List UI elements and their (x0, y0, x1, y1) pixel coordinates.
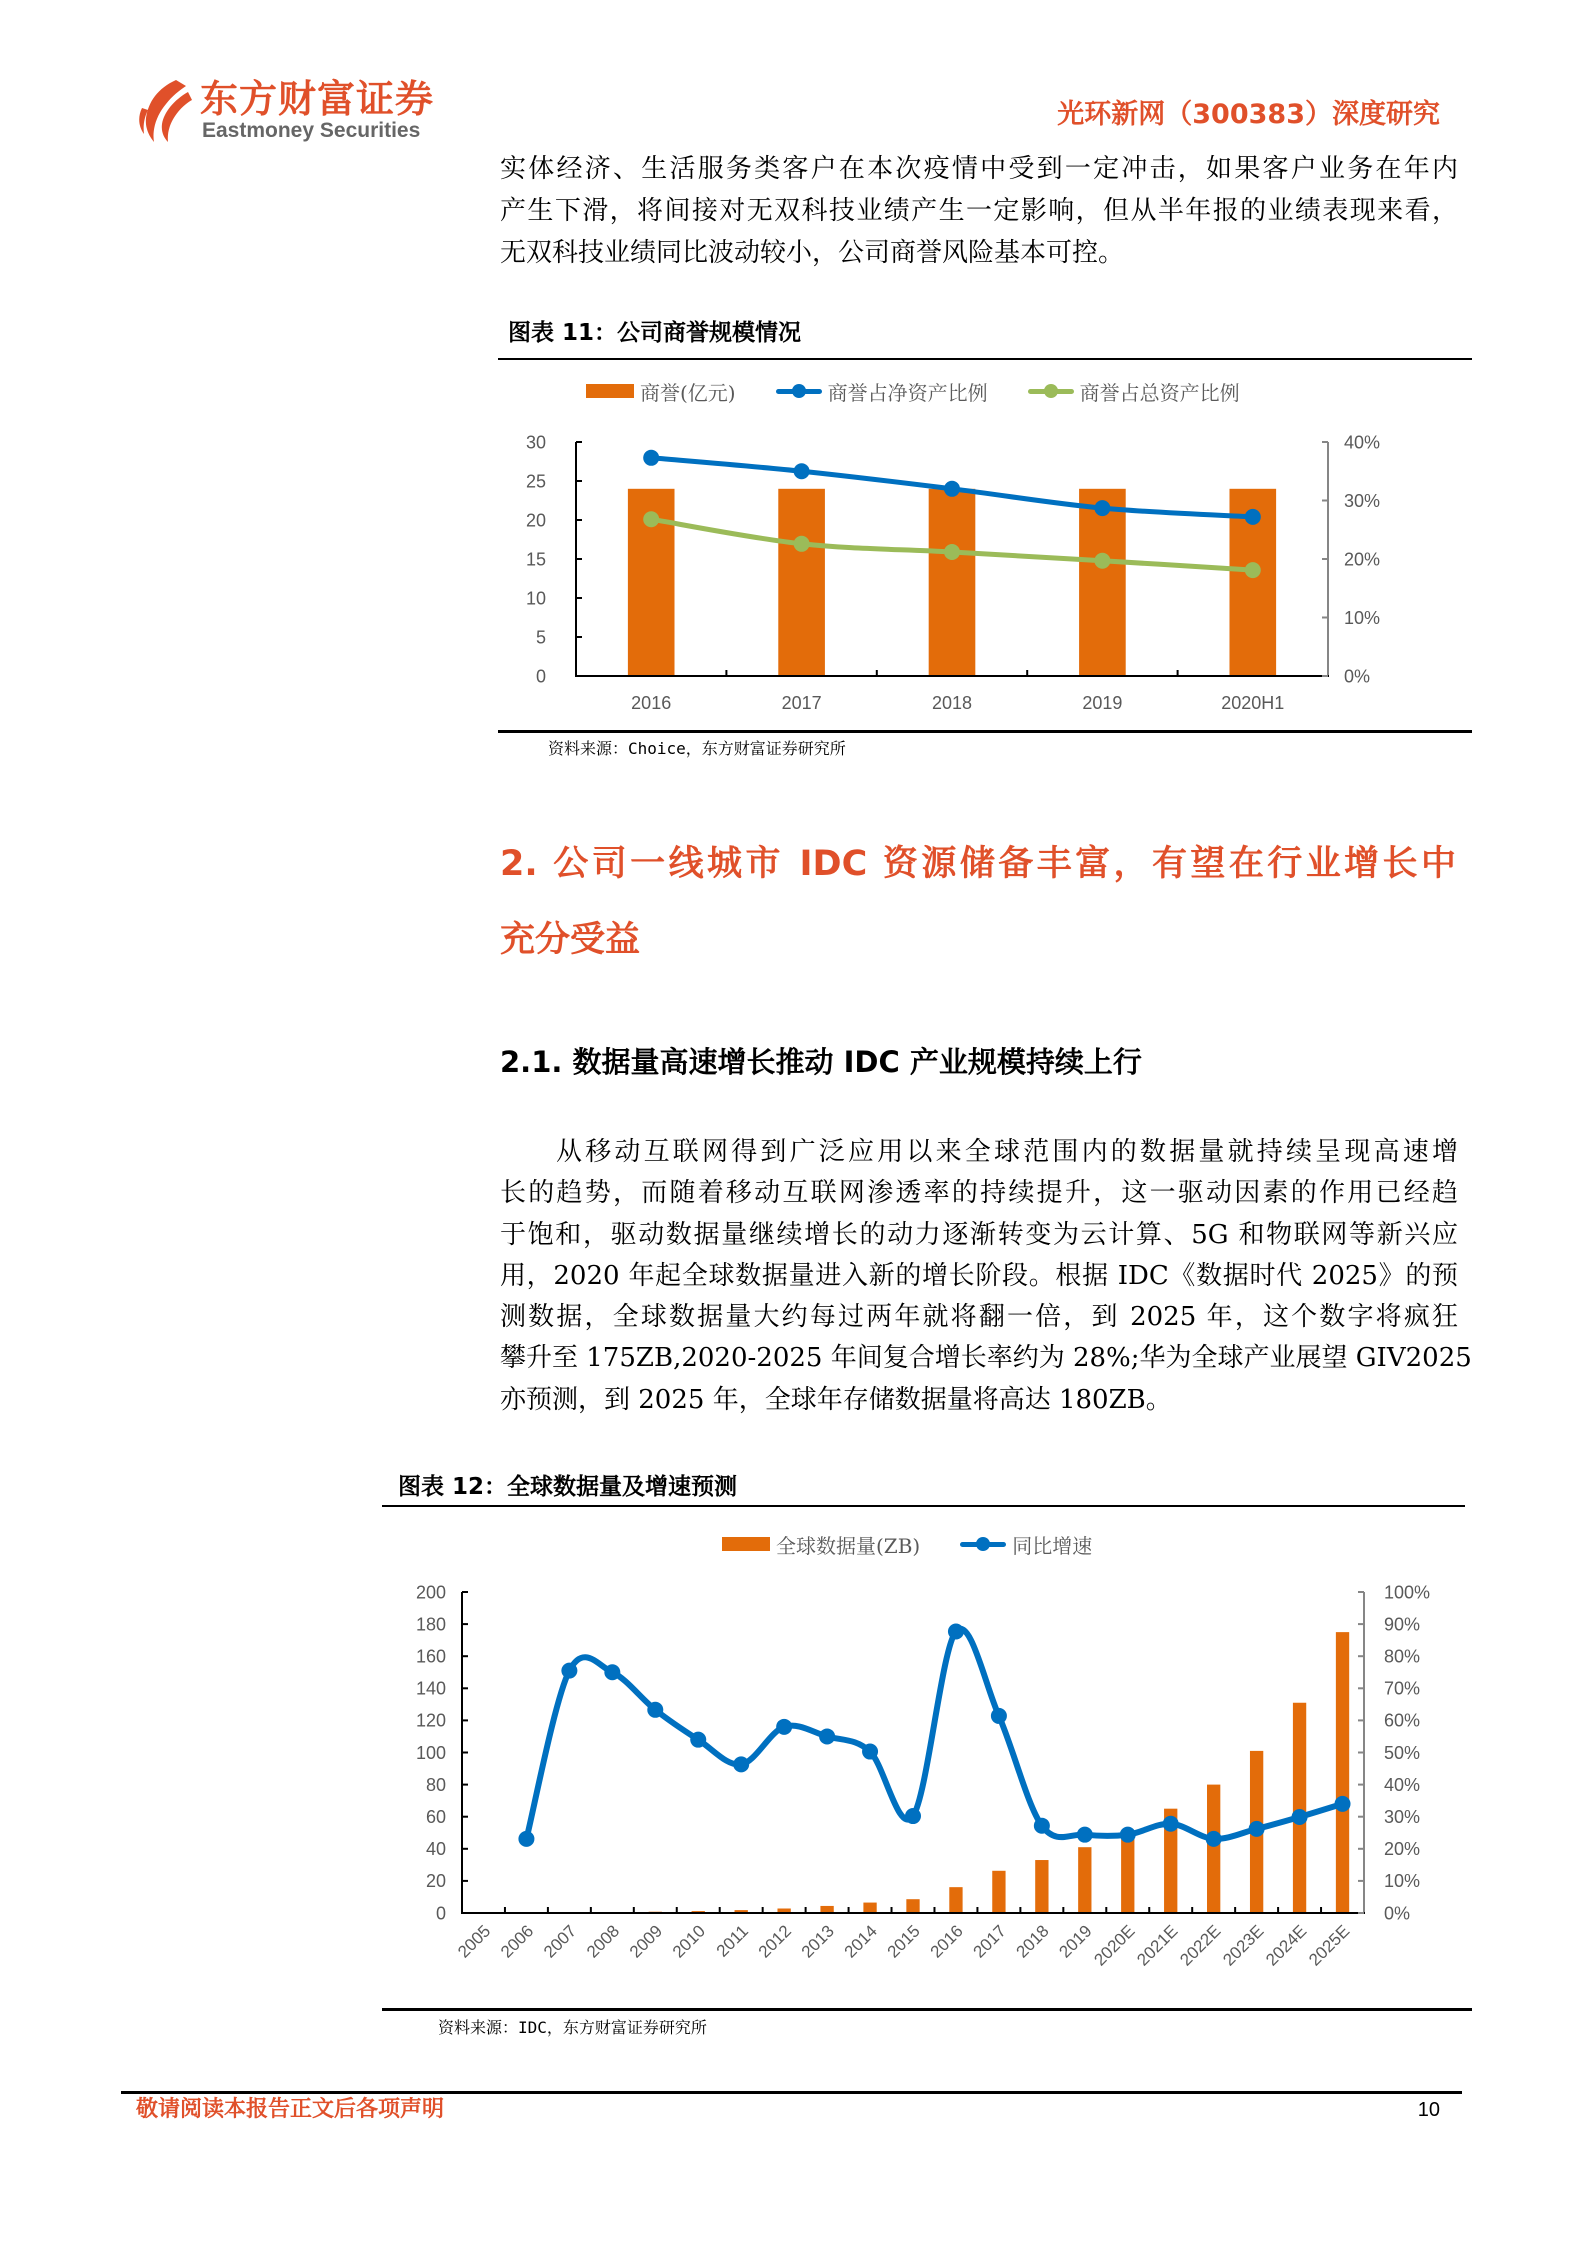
page-number: 10 (1417, 2099, 1440, 2121)
logo-text-cn: 东方财富证券 (200, 77, 435, 121)
data-point-marker (776, 1719, 792, 1735)
data-point-marker (1292, 1809, 1308, 1825)
bar (1079, 489, 1126, 676)
x-tick-label: 2022E (1176, 1921, 1225, 1970)
y-right-tick-label: 90% (1384, 1614, 1421, 1635)
y-right-tick-label: 70% (1384, 1678, 1421, 1699)
y-right-tick-label: 40% (1344, 432, 1381, 453)
y-left-tick-label: 60 (425, 1807, 446, 1827)
figure-11-bottom-rule (498, 730, 1472, 733)
paragraph-line: 无双科技业绩同比波动较小，公司商誉风险基本可控。 (500, 238, 1125, 268)
bar (1121, 1833, 1134, 1913)
legend-label: 全球数据量(ZB) (776, 1533, 921, 1558)
line-marker-swatch-icon (776, 384, 822, 398)
bar (949, 1887, 962, 1913)
figure-11-chart (480, 420, 1480, 730)
legend-label: 商誉占总资产比例 (1079, 380, 1240, 405)
data-point-marker (948, 1623, 964, 1639)
data-point-marker (1120, 1827, 1136, 1843)
x-tick-label: 2020E (1090, 1921, 1139, 1970)
x-tick-label: 2023E (1219, 1921, 1268, 1970)
bar (906, 1899, 919, 1913)
x-tick-label: 2019 (1082, 693, 1123, 713)
section-2-1-heading: 2.1. 数据量高速增长推动 IDC 产业规模持续上行 (500, 1045, 1142, 1079)
y-left-tick-label: 180 (415, 1614, 446, 1635)
x-tick-label: 2005 (454, 1921, 495, 1962)
y-right-tick-label: 100% (1384, 1582, 1431, 1603)
paragraph-line: 长的趋势，而随着移动互联网渗透率的持续提升，这一驱动因素的作用已经趋 (500, 1178, 1458, 1209)
y-left-tick-label: 200 (415, 1582, 446, 1603)
figure-11-legend (586, 376, 1240, 406)
paragraph-line: 测数据，全球数据量大约每过两年就将翻一倍，到 2025 年，这个数字将疯狂 (500, 1302, 1458, 1333)
paragraph-line: 从移动互联网得到广泛应用以来全球范围内的数据量就持续呈现高速增 (556, 1137, 1458, 1167)
y-right-tick-label: 50% (1384, 1742, 1421, 1763)
data-point-marker (643, 450, 659, 466)
x-tick-label: 2009 (625, 1921, 667, 1962)
y-right-tick-label: 10% (1384, 1871, 1421, 1892)
y-right-tick-label: 10% (1344, 607, 1381, 628)
paragraph-line: 产生下滑，将间接对无双科技业绩产生一定影响，但从半年报的业绩表现来看， (500, 196, 1458, 226)
bar (863, 1903, 876, 1913)
report-title: 光环新网（300383）深度研究 (1057, 99, 1440, 130)
bar (992, 1871, 1005, 1913)
y-left-tick-label: 15 (525, 549, 546, 570)
figure-12-source: 资料来源：IDC，东方财富证券研究所 (438, 2018, 707, 2037)
x-tick-label: 2017 (969, 1921, 1010, 1962)
y-left-tick-label: 20 (525, 510, 546, 531)
y-left-tick-label: 25 (525, 471, 546, 492)
x-tick-label: 2024E (1262, 1921, 1311, 1970)
data-point-marker (991, 1708, 1007, 1724)
legend-label: 商誉占净资产比例 (827, 380, 988, 405)
y-right-tick-label: 40% (1384, 1774, 1421, 1795)
x-tick-label: 2018 (931, 693, 973, 713)
paragraph-line: 攀升至 175ZB,2020-2025 年间复合增长率约为 28%;华为全球产业展望 GIV2025 (500, 1343, 1472, 1374)
data-point-marker (1245, 509, 1261, 525)
logo-swoosh-icon (136, 78, 194, 144)
paragraph-line: 于饱和，驱动数据量继续增长的动力逐渐转变为云计算、5G 和物联网等新兴应 (500, 1219, 1458, 1250)
figure-12-title: 图表 12：全球数据量及增速预测 (398, 1474, 738, 1500)
data-point-marker (862, 1744, 878, 1760)
figure-12-bottom-rule (382, 2008, 1472, 2011)
x-tick-label: 2010 (668, 1921, 710, 1962)
figure-11-title: 图表 11：公司商誉规模情况 (508, 320, 802, 346)
data-point-marker (1245, 562, 1261, 578)
data-point-marker (1206, 1831, 1222, 1847)
data-point-marker (1163, 1816, 1179, 1832)
x-tick-label: 2014 (840, 1921, 881, 1962)
y-right-tick-label: 0% (1384, 1903, 1411, 1924)
data-point-marker (518, 1831, 534, 1847)
x-tick-label: 2015 (883, 1921, 924, 1962)
y-right-tick-label: 30% (1384, 1807, 1421, 1827)
x-tick-label: 2019 (1055, 1921, 1096, 1962)
bar (1035, 1860, 1048, 1913)
y-right-tick-label: 80% (1384, 1646, 1421, 1667)
bar (1207, 1785, 1220, 1913)
data-point-marker (647, 1702, 663, 1718)
figure-11-top-rule (498, 358, 1472, 360)
figure-11-source: 资料来源：Choice，东方财富证券研究所 (548, 739, 846, 758)
y-left-tick-label: 40 (425, 1839, 446, 1860)
legend-item-goodwill (586, 377, 736, 406)
figure-12-chart (380, 1570, 1480, 2000)
paragraph-line: 实体经济、生活服务类客户在本次疫情中受到一定冲击，如果客户业务在年内 (500, 154, 1458, 184)
bar (778, 489, 825, 676)
x-tick-label: 2006 (497, 1921, 538, 1962)
x-tick-label: 2020H1 (1221, 693, 1285, 713)
y-left-tick-label: 80 (425, 1774, 446, 1795)
bar (1078, 1847, 1091, 1913)
y-left-tick-label: 0 (435, 1903, 446, 1924)
x-tick-label: 2017 (781, 693, 822, 713)
bar (820, 1906, 833, 1913)
y-left-tick-label: 100 (415, 1742, 446, 1763)
x-tick-label: 2016 (926, 1921, 967, 1962)
data-point-marker (1094, 553, 1110, 569)
x-tick-label: 2018 (1012, 1921, 1053, 1962)
y-right-tick-label: 20% (1384, 1839, 1421, 1860)
data-point-marker (733, 1756, 749, 1772)
legend-label: 商誉(亿元) (640, 380, 736, 405)
y-right-tick-label: 20% (1344, 549, 1381, 570)
heading-line: 充分受益 (500, 920, 641, 960)
bar-series (628, 489, 1276, 676)
heading-line: 2. 公司一线城市 IDC 资源储备丰富，有望在行业增长中 (500, 844, 1456, 884)
x-tick-label: 2011 (712, 1921, 753, 1961)
legend-item-yoy-growth (960, 1530, 1092, 1559)
x-tick-label: 2007 (540, 1921, 581, 1962)
legend-item-net-asset-ratio (776, 377, 988, 406)
x-tick-label: 2021E (1133, 1921, 1182, 1970)
data-point-marker (794, 536, 810, 552)
bar (929, 489, 976, 676)
section-2-heading (500, 826, 1456, 978)
line-marker-swatch-icon (1028, 384, 1074, 398)
bar-swatch-icon (586, 384, 634, 398)
data-point-marker (690, 1732, 706, 1748)
logo-text-en: Eastmoney Securities (202, 119, 421, 142)
figure-12-top-rule (382, 1505, 1465, 1507)
data-point-marker (1034, 1818, 1050, 1834)
data-point-marker (944, 544, 960, 560)
x-tick-label: 2013 (797, 1921, 838, 1962)
intro-paragraph (500, 148, 1458, 274)
x-tick-label: 2008 (582, 1921, 624, 1962)
data-point-marker (604, 1664, 620, 1680)
x-tick-label: 2025E (1305, 1921, 1354, 1970)
section-2-1-paragraph (500, 1132, 1472, 1421)
y-right-tick-label: 30% (1344, 490, 1381, 511)
y-left-tick-label: 30 (525, 432, 546, 453)
footer-rule (121, 2091, 1462, 2094)
y-left-tick-label: 10 (525, 588, 546, 609)
paragraph-line: 亦预测，到 2025 年，全球年存储数据量将高达 180ZB。 (500, 1384, 1172, 1415)
data-point-marker (944, 481, 960, 497)
y-left-tick-label: 5 (535, 627, 546, 648)
data-point-marker (1335, 1796, 1351, 1812)
line-series (518, 1623, 1350, 1846)
y-right-tick-label: 0% (1344, 666, 1371, 687)
line-marker-swatch-icon (960, 1537, 1006, 1551)
data-point-marker (794, 463, 810, 479)
paragraph-line: 用，2020 年起全球数据量进入新的增长阶段。根据 IDC《数据时代 2025》的预 (500, 1260, 1458, 1291)
legend-item-data-volume (722, 1530, 920, 1559)
data-point-marker (1077, 1827, 1093, 1843)
legend-item-total-asset-ratio (1028, 377, 1240, 406)
y-right-tick-label: 60% (1384, 1710, 1421, 1731)
y-left-tick-label: 120 (415, 1710, 446, 1731)
data-point-marker (1094, 500, 1110, 516)
data-point-marker (643, 511, 659, 527)
y-left-tick-label: 160 (415, 1646, 446, 1667)
y-left-tick-label: 140 (415, 1678, 446, 1699)
y-left-tick-label: 20 (425, 1871, 446, 1892)
data-point-marker (905, 1808, 921, 1824)
data-point-marker (1249, 1821, 1265, 1837)
data-point-marker (561, 1663, 577, 1679)
data-point-marker (819, 1728, 835, 1744)
footer-disclaimer: 敬请阅读本报告正文后各项声明 (136, 2097, 445, 2122)
y-left-tick-label: 0 (535, 666, 546, 687)
figure-12-legend (722, 1529, 1092, 1559)
bar (1293, 1703, 1306, 1913)
bar-swatch-icon (722, 1537, 770, 1551)
bar (1336, 1632, 1349, 1913)
x-tick-label: 2012 (754, 1921, 795, 1962)
x-tick-label: 2016 (631, 693, 672, 713)
legend-label: 同比增速 (1012, 1533, 1093, 1558)
